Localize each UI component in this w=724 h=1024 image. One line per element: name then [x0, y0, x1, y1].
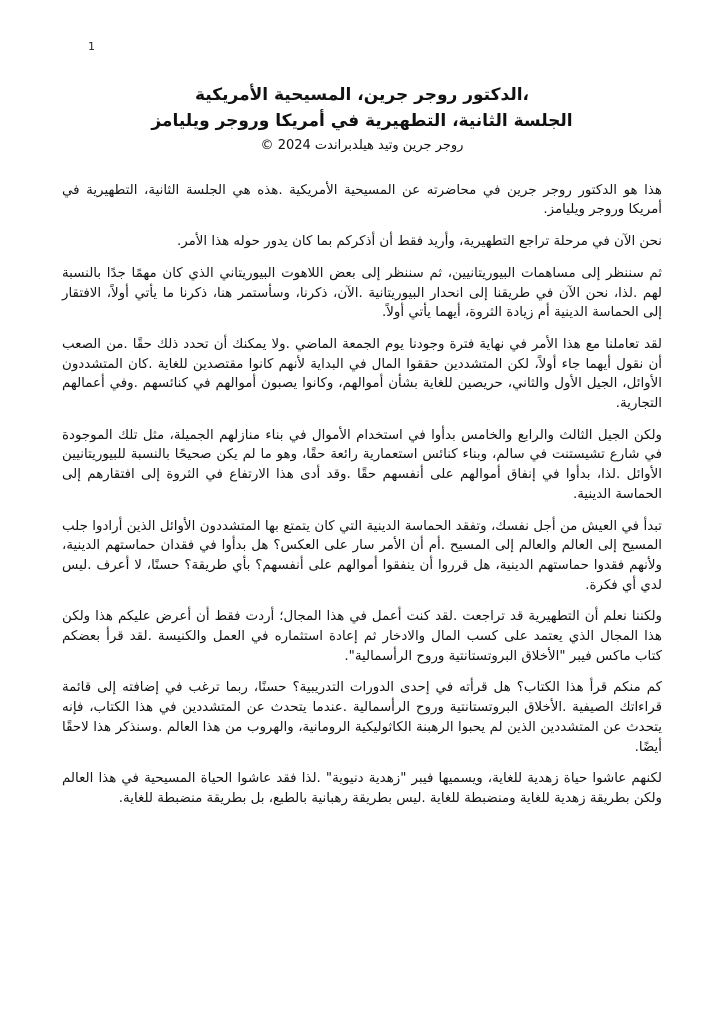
document-byline: روجر جرين وتيد هيلدبراندت 2024 ©	[260, 137, 464, 153]
document-title-line2: الجلسة الثانية، التطهيرية في أمريكا وروجر ويليامز	[151, 111, 573, 132]
paragraph-2: نحن الآن في مرحلة تراجع التطهيرية، وأريد فقط أن أذكركم بما كان يدور حوله هذا الأمر.	[176, 234, 662, 250]
paragraph-8: كم منكم قرأ هذا الكتاب؟ هل قرأته في إحدى الدورات التدريبية؟ حسنًا، ربما ترغب في إضافته إلى قائمة قراءاتك الصيفية .الأخلاق البروتستانتية وروح الرأسمالية .عندما يتحدث عن المتشددين في هذا الكتاب، فإنه يتحدث عن المتشددين الذين لم يحبوا الرهبنة الكاثوليكية الرومانية، والهروب من هذا العالم .وسنذكر هذا لاحقًا أيضًا.	[62, 680, 662, 755]
page-number: 1	[88, 40, 95, 53]
document-body	[62, 181, 662, 809]
paragraph-7: ولكننا نعلم أن التطهيرية قد تراجعت .لقد كنت أعمل في هذا المجال؛ أردت فقط أن أعرض عليكم هذا ولكن هذا المجال الذي يعتمد على كسب المال والادخار ثم إعادة استثماره في العمل والكنيسة .لقد قرأ بعضكم كتاب ماكس فيبر "الأخلاق البروتستانتية وروح الرأسمالية".	[62, 609, 662, 664]
paragraph-4: لقد تعاملنا مع هذا الأمر في نهاية فترة وجودنا يوم الجمعة الماضي .ولا يمكنك أن تحدد ذلك حقًا .من الصعب أن نقول أيهما جاء أولاً، لكن المتشددين حققوا المال في البداية لأنهم كانوا مقتصدين للغاية .كان المتشددون الأوائل، الجيل الأول والثاني، حريصين للغاية بشأن أموالهم، وكانوا يصبون أموالهم في كنائسهم .وفي أعمالهم التجارية.	[62, 336, 662, 412]
paragraph-3: ثم سننظر إلى مساهمات البيوريتانيين، ثم سننظر إلى بعض اللاهوت البيوريتاني الذي كان مهمًا جدًا بالنسبة لهم .لذا، نحن الآن في طريقنا إلى انحدار البيوريتانية .الآن، ذكرنا، وسأستمر هنا، ذكرنا ما يأتي أولاً، الافتقار إلى الحماسة الدينية أم زيادة الثروة، أيهما يأتي أولاً.	[62, 265, 662, 321]
paragraph-5: ولكن الجيل الثالث والرابع والخامس بدأوا في استخدام الأموال في بناء منازلهم الجميلة، مثل تلك الموجودة في شارع تشيستنت في سالم، وبناء كنائس استعمارية رائعة حقًا، وهو ما لم يكن صحيحًا بالنسبة للبيوريتانيين الأوائل .لذا، بدأوا في إنفاق أموالهم على أنفسهم حقًا .وقد أدى هذا الارتفاع في الثروة إلى افتقارهم إلى الحماسة الدينية.	[62, 427, 662, 502]
paragraph-1: هذا هو الدكتور روجر جرين في محاضرته عن المسيحية الأمريكية .هذه هي الجلسة الثانية، التطهيرية في أمريكا وروجر ويليامز.	[62, 182, 662, 218]
document-title-line1: ،الدكتور روجر جرين، المسيحية الأمريكية	[194, 85, 530, 105]
paragraph-9: لكنهم عاشوا حياة زهدية للغاية، ويسميها فيبر "زهدية دنيوية" .لذا فقد عاشوا الحياة المسيحية في هذا العالم ولكن بطريقة زهدية للغاية ومنضبطة للغاية .ليس بطريقة رهبانية بالطبع، بل بطريقة منضبطة للغاية.	[62, 771, 662, 806]
document-header	[62, 82, 662, 153]
paragraph-6: تبدأ في العيش من أجل نفسك، وتفقد الحماسة الدينية التي كان يتمتع بها المتشددون الأوائل الذين أرادوا جلب المسيح إلى العالم والعالم إلى المسيح .أم أن الأمر سار على العكس؟ هل بدأوا في فقدان حماستهم الدينية، ولأنهم فقدوا حماستهم الدينية، هل قرروا أن ينفقوا أموالهم على أنفسهم؟ بأي طريقة؟ حسنًا، لا أعرف .ليس لدي أي فكرة.	[62, 518, 662, 593]
